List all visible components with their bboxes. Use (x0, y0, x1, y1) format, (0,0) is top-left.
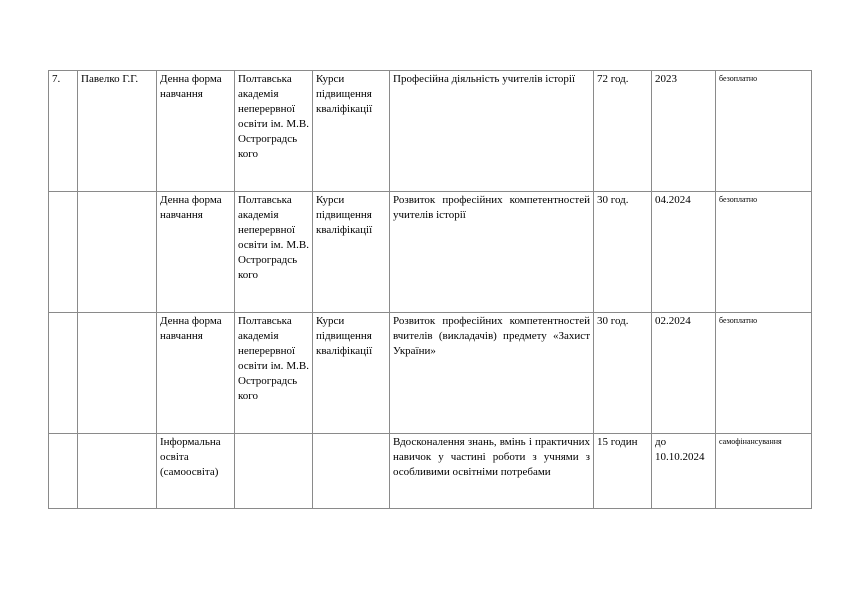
course-date: 02.2024 (652, 313, 716, 434)
institution: Полтавська академія неперервної освіти ім. М.В. Остроградсь кого (235, 192, 313, 313)
course-date: до 10.10.2024 (652, 434, 716, 509)
row-number (49, 192, 78, 313)
course-type (313, 434, 390, 509)
study-form: Денна форма навчання (157, 71, 235, 192)
course-hours: 72 год. (594, 71, 652, 192)
payment-type: безоплатно (716, 313, 812, 434)
course-type: Курси підвищення кваліфікації (313, 313, 390, 434)
institution: Полтавська академія неперервної освіти ім. М.В. Остроградсь кого (235, 313, 313, 434)
payment-type: безоплатно (716, 71, 812, 192)
course-type: Курси підвищення кваліфікації (313, 192, 390, 313)
course-topic: Розвиток професійних компетентностей вчителів (викладачів) предмету «Захист України» (390, 313, 594, 434)
row-number (49, 434, 78, 509)
table-row (49, 192, 812, 313)
payment-type: самофінансування (716, 434, 812, 509)
payment-type: безоплатно (716, 192, 812, 313)
course-date: 2023 (652, 71, 716, 192)
course-hours: 30 год. (594, 313, 652, 434)
table-row (49, 313, 812, 434)
study-form: Інформальна освіта (самоосвіта) (157, 434, 235, 509)
course-topic: Вдосконалення знань, вмінь і практичних навичок у частині роботи з учнями з особливими освітніми потребами (390, 434, 594, 509)
table-row (49, 434, 812, 509)
course-date: 04.2024 (652, 192, 716, 313)
teacher-name (78, 434, 157, 509)
study-form: Денна форма навчання (157, 192, 235, 313)
row-number (49, 313, 78, 434)
table-row (49, 71, 812, 192)
study-form: Денна форма навчання (157, 313, 235, 434)
teacher-name: Павелко Г.Г. (78, 71, 157, 192)
institution: Полтавська академія неперервної освіти ім. М.В. Остроградсь кого (235, 71, 313, 192)
teacher-name (78, 192, 157, 313)
institution (235, 434, 313, 509)
course-hours: 30 год. (594, 192, 652, 313)
course-topic: Професійна діяльність учителів історії (390, 71, 594, 192)
row-number: 7. (49, 71, 78, 192)
course-hours: 15 годин (594, 434, 652, 509)
teacher-name (78, 313, 157, 434)
course-topic: Розвиток професійних компетентностей учителів історії (390, 192, 594, 313)
course-type: Курси підвищення кваліфікації (313, 71, 390, 192)
training-table (48, 70, 812, 509)
